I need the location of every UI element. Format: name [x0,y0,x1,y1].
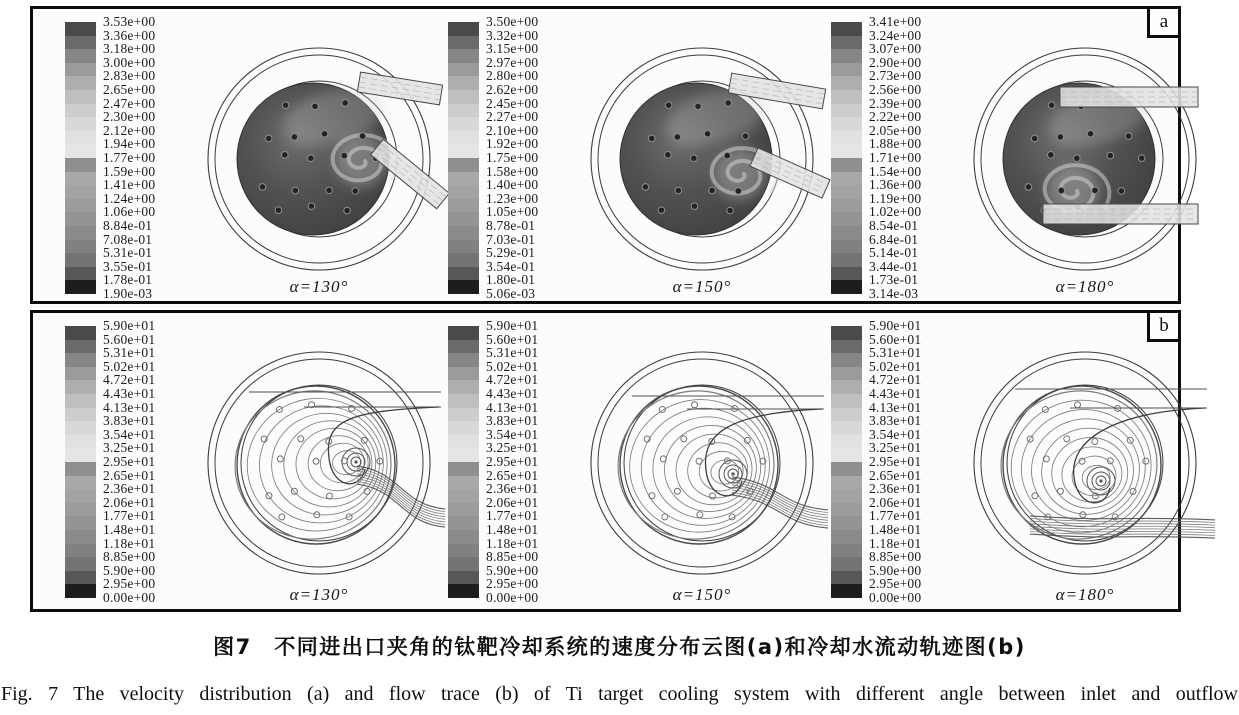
colorbar-tick-label: 5.02e+01 [869,358,922,374]
colorbar-tick-label: 3.25e+01 [486,440,539,456]
colorbar-tick-label: 2.27e+00 [486,109,539,125]
colorbar-tick-label: 1.77e+00 [103,150,156,165]
colorbar-tick-label: 8.85e+00 [486,549,539,565]
colorbar-tick-label: 5.90e+01 [869,318,922,333]
colorbar-tick-label: 1.02e+00 [869,204,922,220]
flow-trace-plot-b-180 [799,313,1219,610]
colorbar-tick-label: 8.78e-01 [486,218,536,233]
angle-label-b-150: α=150° [672,585,732,604]
colorbar-tick-label: 1.05e+00 [486,204,539,220]
colorbar-tick-label: 3.55e-01 [103,258,153,274]
plot-root [974,48,1198,270]
colorbar-tick-label: 1.18e+01 [486,535,539,551]
colorbar-tick-label: 8.84e-01 [103,218,153,233]
colorbar-tick-label: 1.73e-01 [869,272,919,288]
colorbar-tick-label: 1.06e+00 [103,204,156,220]
colorbar-tick-label: 2.06e+01 [103,494,156,510]
colorbar-tick-label: 1.94e+00 [103,136,156,152]
colorbar-tick-label: 3.24e+00 [869,27,922,43]
colorbar-tick-label: 2.83e+00 [103,68,156,84]
colorbar-tick-label: 5.02e+01 [103,358,156,374]
colorbar-tick-label: 3.83e+01 [486,413,539,429]
colorbar-tick-label: 5.02e+01 [486,358,539,374]
colorbar-tick-label: 8.85e+00 [103,549,156,565]
colorbar-tick-label: 1.24e+00 [103,190,156,206]
velocity-contour-disk [620,78,776,235]
colorbar-tick-label: 2.06e+01 [486,494,539,510]
colorbar-tick-label: 1.59e+00 [103,163,156,179]
streamlines [608,381,783,549]
colorbar-tick-label: 1.54e+00 [869,163,922,179]
colorbar-tick-label: 8.54e-01 [869,218,919,233]
colorbar-tick-label: 2.47e+00 [103,95,156,111]
colorbar-tick-label: 7.03e-01 [486,231,536,247]
colorbar-tick-label: 3.00e+00 [103,54,156,70]
colorbar-tick-label: 1.58e+00 [486,163,539,179]
colorbar-tick-label: 4.13e+01 [486,399,539,415]
colorbar-tick-label: 3.54e+01 [869,426,922,442]
plot-root [974,352,1215,574]
colorbar-tick-label: 5.31e+01 [103,345,156,361]
contour-plot-a-150 [416,9,836,306]
colorbar-tick-label: 6.84e-01 [869,231,919,247]
colorbar-tick-label: 2.65e+01 [869,467,922,483]
colorbar-tick-label: 3.83e+01 [869,413,922,429]
colorbar-tick-label: 4.43e+01 [869,386,922,401]
panel-a-corner-label: a [1147,6,1181,38]
contour-plot-a-130 [33,9,453,306]
colorbar-tick-label: 5.14e-01 [869,245,919,261]
streamlines [225,381,400,549]
angle-label-b-130: α=130° [289,585,349,604]
colorbar-tick-label: 2.80e+00 [486,68,539,84]
colorbar-tick-label: 2.95e+01 [869,454,922,469]
colorbar-tick-label: 1.77e+01 [486,508,539,524]
colorbar-tick-label: 1.36e+00 [869,177,922,193]
colorbar-tick-label: 2.90e+00 [869,54,922,70]
colorbar-tick-label: 1.23e+00 [486,190,539,206]
contour-plot-a-180 [799,9,1219,306]
colorbar-tick-label: 1.19e+00 [869,190,922,206]
colorbar-tick-label: 1.18e+01 [869,535,922,551]
colorbar-tick-label: 1.71e+00 [869,150,922,165]
colorbar-tick-label: 1.78e-01 [103,272,153,288]
colorbar-tick-label: 2.95e+00 [103,576,156,592]
colorbar-tick-label: 0.00e+00 [103,590,156,605]
colorbar-tick-label: 2.39e+00 [869,95,922,111]
colorbar-tick-label: 4.13e+01 [103,399,156,415]
colorbar-tick-label: 4.43e+01 [103,386,156,401]
colorbar-tick-label: 3.54e-01 [486,258,536,274]
vortex-center [342,448,370,476]
colorbar-tick-label: 1.40e+00 [486,177,539,193]
colorbar-tick-label: 2.65e+00 [103,82,156,97]
plot-root [591,352,828,574]
colorbar-tick-label: 2.06e+01 [869,494,922,510]
colorbar-tick-label: 4.72e+01 [103,372,156,388]
colorbar-tick-label: 4.43e+01 [486,386,539,401]
colorbar-tick-label: 3.54e+01 [486,426,539,442]
colorbar-tick-label: 5.90e+00 [486,562,539,578]
colorbar-tick-label: 5.60e+01 [103,331,156,347]
colorbar-tick-label: 3.41e+00 [869,14,922,29]
colorbar-tick-label: 3.15e+00 [486,41,539,57]
colorbar-tick-label: 2.56e+00 [869,82,922,97]
angle-label-a-130: α=130° [289,277,349,296]
colorbar-tick-label: 2.73e+00 [869,68,922,84]
colorbar-tick-label: 2.45e+00 [486,95,539,111]
colorbar-tick-label: 1.48e+01 [103,522,156,537]
colorbar-tick-label: 3.32e+00 [486,27,539,43]
colorbar-tick-label: 1.48e+01 [486,522,539,537]
colorbar-tick-label: 0.00e+00 [486,590,539,605]
colorbar-tick-label: 2.22e+00 [869,109,922,125]
flow-trace-plot-b-130 [33,313,453,610]
colorbar-tick-label: 2.05e+00 [869,122,922,138]
colorbar-tick-label: 3.54e+01 [103,426,156,442]
colorbar-tick-label: 8.85e+00 [869,549,922,565]
colorbar-tick-label: 2.10e+00 [486,122,539,138]
panel-b-flow-trace [30,310,1181,612]
colorbar-tick-label: 1.90e-03 [103,286,153,301]
subfigure-a-150 [416,9,799,301]
colorbar-tick-label: 2.95e+00 [486,576,539,592]
colorbar-tick-label: 5.06e-03 [486,286,536,301]
colorbar-tick-label: 5.90e+00 [869,562,922,578]
subfigure-a-130 [33,9,416,301]
colorbar-tick-label: 1.77e+01 [103,508,156,524]
colorbar-tick-label: 3.18e+00 [103,41,156,57]
colorbar-tick-label: 1.18e+01 [103,535,156,551]
subfigure-b-150 [416,313,799,609]
colorbar-tick-label: 5.29e-01 [486,245,536,261]
colorbar-tick-label: 5.60e+01 [869,331,922,347]
colorbar-tick-label: 5.31e+01 [869,345,922,361]
colorbar-tick-label: 0.00e+00 [869,590,922,605]
colorbar-tick-label: 2.36e+01 [103,481,156,497]
colorbar-tick-label: 5.60e+01 [486,331,539,347]
colorbar-tick-label: 3.53e+00 [103,14,156,29]
colorbar-tick-label: 5.31e-01 [103,245,153,261]
panel-a-velocity-distribution [30,6,1181,304]
caption-english: Fig. 7 The velocity distribution (a) and flow trace (b) of Ti target cooling system with different angle between inlet and outflow [1,683,1238,705]
colorbar-tick-label: 3.50e+00 [486,14,539,29]
colorbar-tick-label: 1.92e+00 [486,136,539,152]
colorbar-tick-label: 5.90e+00 [103,562,156,578]
colorbar-tick-label: 1.48e+01 [869,522,922,537]
colorbar-tick-label: 1.75e+00 [486,150,539,165]
angle-label-a-180: α=180° [1055,277,1115,296]
colorbar-tick-label: 2.65e+01 [103,467,156,483]
colorbar-tick-label: 3.25e+01 [103,440,156,456]
colorbar-tick-label: 3.25e+01 [869,440,922,456]
colorbar-tick-label: 2.97e+00 [486,54,539,70]
panel-b-corner-label: b [1147,310,1181,342]
colorbar-tick-label: 5.90e+01 [486,318,539,333]
subfigure-a-180 [799,9,1182,301]
colorbar-tick-label: 2.12e+00 [103,122,156,138]
colorbar-tick-label: 4.72e+01 [486,372,539,388]
colorbar-tick-label: 3.83e+01 [103,413,156,429]
angle-label-a-150: α=150° [672,277,732,296]
subfigure-b-180 [799,313,1182,609]
colorbar-tick-label: 2.62e+00 [486,82,539,97]
colorbar-tick-label: 2.95e+01 [486,454,539,469]
flow-trace-plot-b-150 [416,313,836,610]
plot-root [208,48,449,270]
colorbar-tick-label: 3.36e+00 [103,27,156,43]
vortex-center [1087,467,1115,495]
colorbar-tick-label: 7.08e-01 [103,231,153,247]
colorbar-tick-label: 2.95e+01 [103,454,156,469]
colorbar-tick-label: 1.88e+00 [869,136,922,152]
colorbar-tick-label: 5.31e+01 [486,345,539,361]
colorbar-tick-label: 1.77e+01 [869,508,922,524]
plot-root [208,352,445,574]
colorbar-tick-label: 5.90e+01 [103,318,156,333]
colorbar-tick-label: 3.14e-03 [869,286,919,301]
colorbar-tick-label: 2.36e+01 [486,481,539,497]
colorbar-tick-label: 3.07e+00 [869,41,922,57]
colorbar-tick-label: 1.41e+00 [103,177,156,193]
colorbar-tick-label: 2.65e+01 [486,467,539,483]
inlet-streamline [1074,408,1205,503]
caption-chinese: 图7 不同进出口夹角的钛靶冷却系统的速度分布云图(a)和冷却水流动轨迹图(b) [213,635,1026,659]
subfigure-b-130 [33,313,416,609]
colorbar-tick-label: 4.13e+01 [869,399,922,415]
colorbar-tick-label: 1.80e-01 [486,272,536,288]
colorbar-tick-label: 2.95e+00 [869,576,922,592]
plot-root [591,48,830,270]
colorbar-tick-label: 3.44e-01 [869,258,919,274]
colorbar-tick-label: 2.36e+01 [869,481,922,497]
angle-label-b-180: α=180° [1055,585,1115,604]
colorbar-tick-label: 4.72e+01 [869,372,922,388]
colorbar-tick-label: 2.30e+00 [103,109,156,125]
